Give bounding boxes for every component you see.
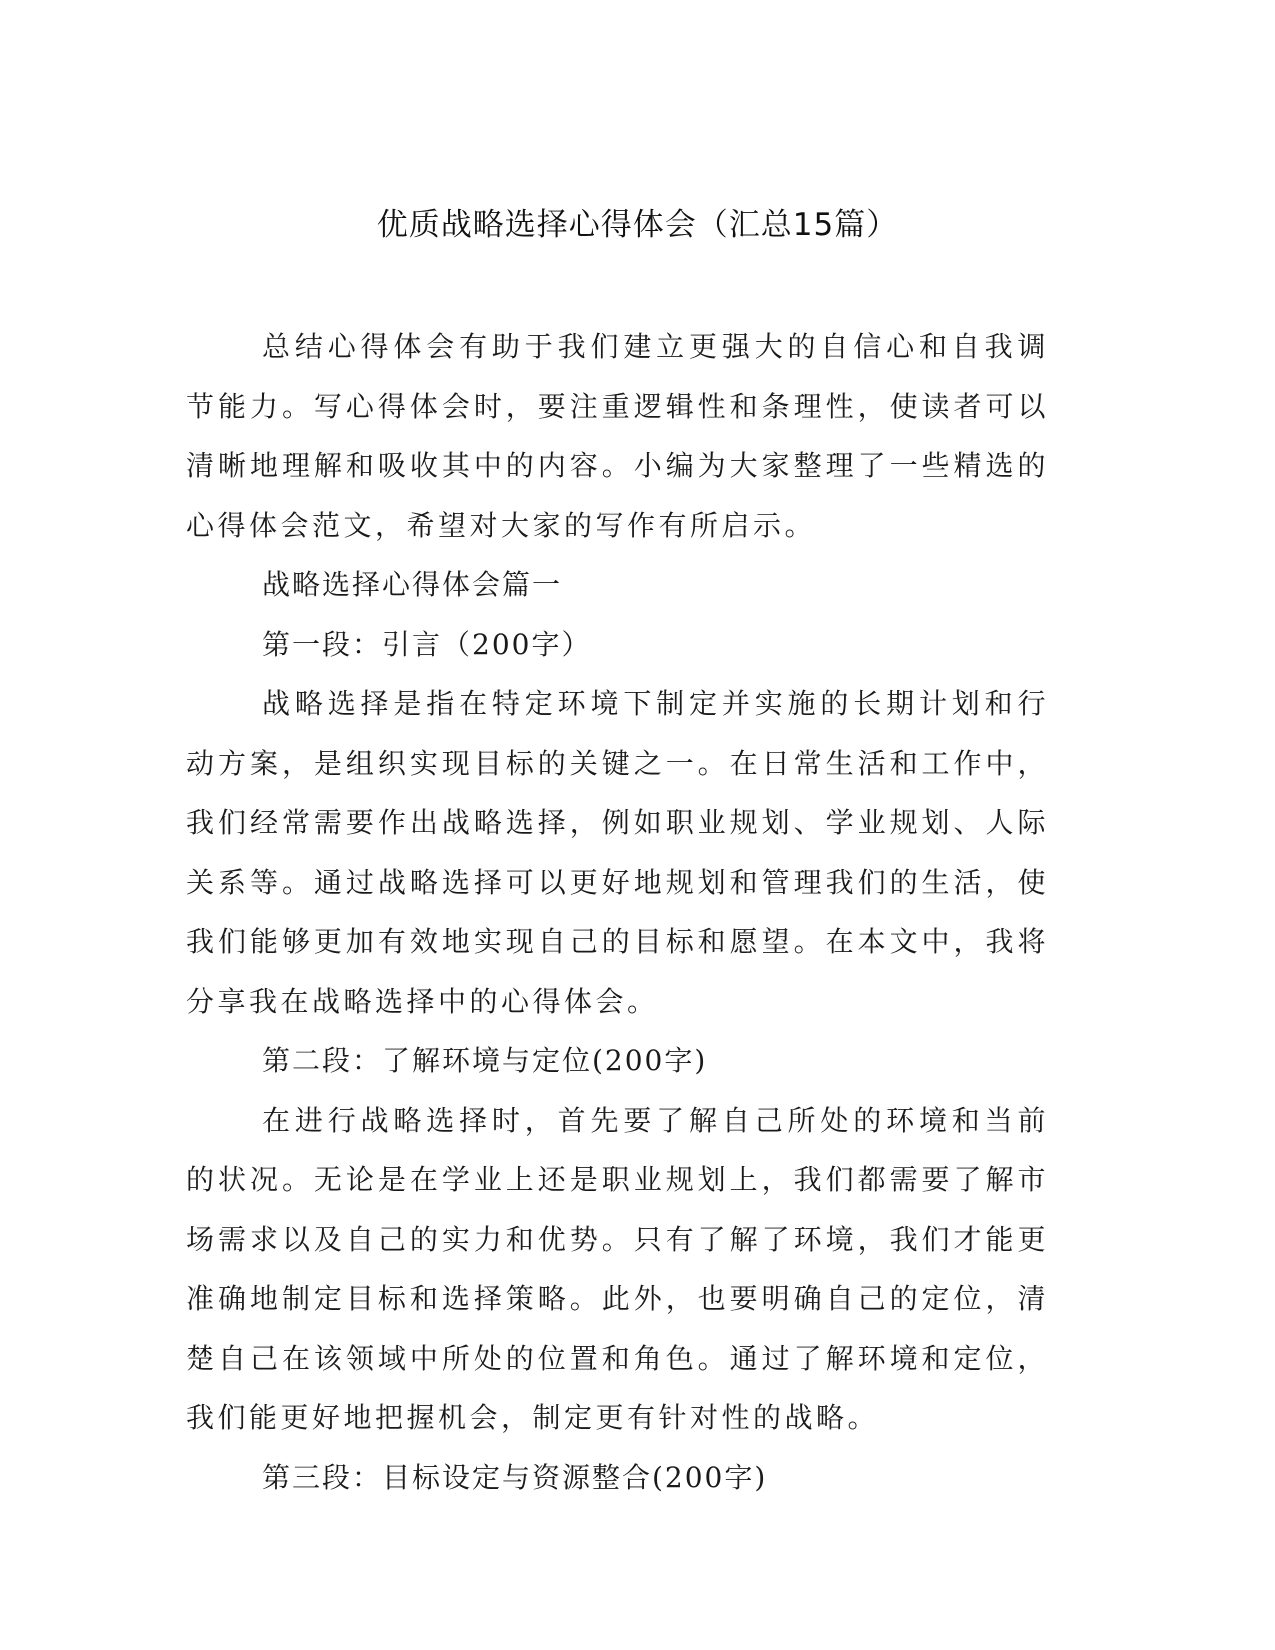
body-paragraph-1: 战略选择是指在特定环境下制定并实施的长期计划和行动方案，是组织实现目标的关键之一。在日常生活和工作中，我们经常需要作出战略选择，例如职业规划、学业规划、人际关系等。通过战略选择可以更好地规划和管理我们的生活，使我们能够更加有效地实现自己的目标和愿望。在本文中，我将分享我在战略选择中的心得体会。 [186,687,1049,1018]
subsection-heading-3: 第三段：目标设定与资源整合(200字) [262,1460,768,1494]
document-title: 优质战略选择心得体会（汇总15篇） [376,207,899,243]
document-body [186,317,1049,1507]
intro-paragraph: 总结心得体会有助于我们建立更强大的自信心和自我调节能力。写心得体会时，要注重逻辑性和条理性，使读者可以清晰地理解和吸收其中的内容。小编为大家整理了一些精选的心得体会范文，希望对大家的写作有所启示。 [186,330,1049,542]
body-paragraph-2: 在进行战略选择时，首先要了解自己所处的环境和当前的状况。无论是在学业上还是职业规划上，我们都需要了解市场需求以及自己的实力和优势。只有了解了环境，我们才能更准确地制定目标和选择策略。此外，也要明确自己的定位，清楚自己在该领域中所处的位置和角色。通过了解环境和定位，我们能更好地把握机会，制定更有针对性的战略。 [186,1103,1049,1434]
subsection-heading-2: 第二段：了解环境与定位(200字) [262,1044,708,1077]
subsection-heading-1: 第一段：引言（200字） [262,627,592,661]
section-heading-part-one: 战略选择心得体会篇一 [262,568,563,601]
